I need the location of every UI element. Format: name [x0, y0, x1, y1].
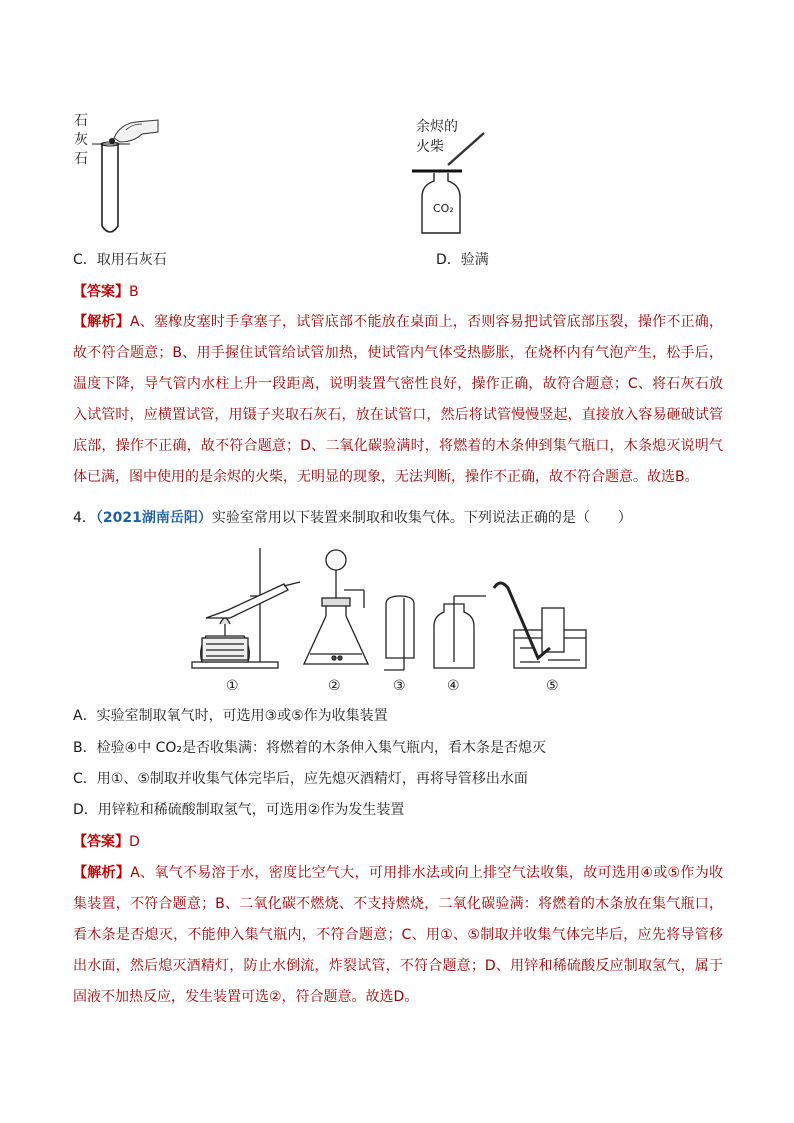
apparatus-label-1: ①	[226, 678, 239, 694]
option-c: C．用①、⑤制取并收集气体完毕后，应先熄灭酒精灯，再将导管移出水面	[73, 771, 528, 787]
question-number: 4．	[73, 510, 96, 526]
answer-tag: 【答案】	[73, 284, 129, 300]
co2-label: CO₂	[433, 202, 454, 215]
answer-value: B	[129, 284, 139, 300]
analysis-text: A、氧气不易溶于水，密度比空气大，可用排水法或向上排空气法收集，故可选用④或⑤作为收集装置，不符合题意；B、二氧化碳不燃烧、不支持燃烧，二氧化碳验满：将燃着的木条放在集气瓶口，看木条是否熄灭，不能伸入集气瓶内，不符合题意；C、用①、⑤制取并收集气体完毕后，应先将导管移出水面，然后熄灭酒精灯，防止水倒流，炸裂试管，不符合题意；D、用锌和稀硫酸反应制取氢气，属于固液不加热反应，发生装置可选②，符合题意。故选D。	[73, 865, 723, 1005]
question-text: 实验室常用以下装置来制取和收集气体。下列说法正确的是（ ）	[211, 510, 632, 526]
figure-take-limestone	[70, 110, 170, 240]
gas-bottle-drawing	[412, 115, 522, 240]
option-d-caption: D．验满	[436, 252, 489, 268]
answer-2	[73, 832, 140, 852]
analysis-text: A、塞橡皮塞时手拿塞子，试管底部不能放在桌面上，否则容易把试管底部压裂，操作不正确，故不符合题意；B、用手握住试管给试管加热，使试管内气体受热膨胀，在烧杯内有气泡产生，松手后，温度下降，导气管内水柱上升一段距离，说明装置气密性良好，操作正确，故符合题意；C、将石灰石放入试管时，应横置试管，用镊子夹取石灰石，放在试管口，然后将试管慢慢竖起，直接放入容易砸破试管底部，操作不正确，故不符合题意；D、二氧化碳验满时，将燃着的木条伸到集气瓶口，木条熄灭说明气体已满，图中使用的是余烬的火柴，无明显的现象，无法判断，操作不正确，故不符合题意。故选B。	[73, 314, 724, 485]
answer-1	[73, 282, 139, 302]
limestone-label: 石 灰 石	[74, 113, 88, 167]
option-a: A．实验室制取氧气时，可选用③或⑤作为收集装置	[73, 708, 388, 724]
figure-check-full	[412, 115, 522, 240]
analysis-1	[73, 307, 723, 493]
answer-tag: 【答案】	[73, 834, 129, 850]
option-b: B．检验④中 CO₂是否收集满：将燃着的木条伸入集气瓶内，看木条是否熄灭	[73, 740, 547, 756]
apparatus-drawing	[188, 538, 608, 698]
apparatus-label-5: ⑤	[546, 678, 559, 694]
answer-value: D	[129, 834, 140, 850]
apparatus-figure	[188, 538, 608, 698]
match-label: 余烬的 火柴	[416, 119, 458, 155]
option-d: D．用锌粒和稀硫酸制取氢气，可选用②作为发生装置	[73, 802, 405, 818]
option-c-caption: C．取用石灰石	[73, 252, 167, 268]
question-4-stem	[73, 508, 632, 528]
analysis-2	[73, 858, 723, 1013]
analysis-tag: 【解析】	[73, 865, 131, 881]
apparatus-label-2: ②	[328, 678, 341, 694]
question-source: （2021湖南岳阳）	[95, 510, 212, 526]
analysis-tag: 【解析】	[73, 314, 130, 330]
apparatus-label-3: ③	[393, 678, 406, 694]
apparatus-label-4: ④	[447, 678, 460, 694]
test-tube-hand-drawing	[90, 110, 170, 240]
